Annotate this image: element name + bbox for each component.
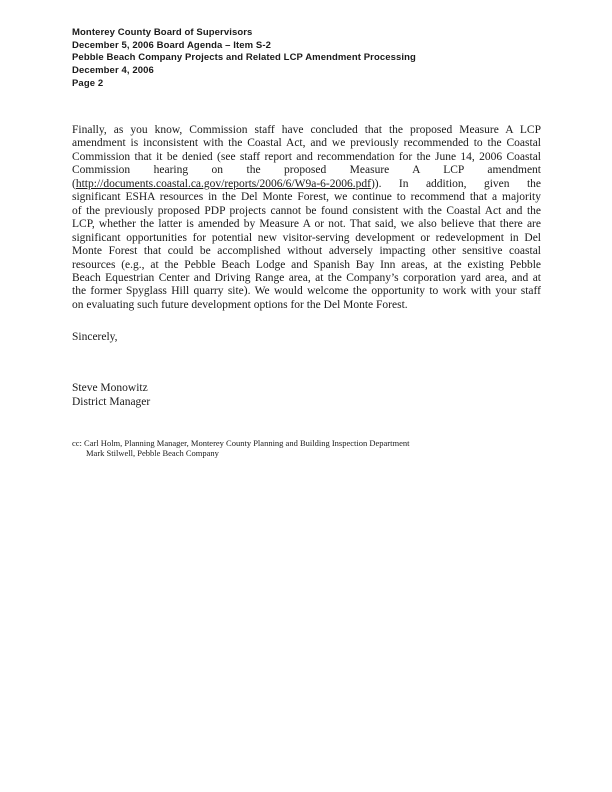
body-line: [72, 178, 541, 191]
closing-salutation: Sincerely,: [72, 331, 118, 343]
signer-title: District Manager: [72, 395, 151, 408]
cc-line: Mark Stilwell, Pebble Beach Company: [86, 448, 219, 459]
body-line: LCP, whether the latter is amended by Measure A or not. That said, we also believe that there are: [72, 218, 541, 231]
header-line: Monterey County Board of Supervisors: [72, 27, 253, 38]
signer-name: Steve Monowitz: [72, 382, 148, 394]
body-line: significant opportunities for potential new visitor-serving development or redevelopment in Del: [72, 231, 541, 244]
cc-block: [72, 438, 502, 458]
body-line: amendment is inconsistent with the Coastal Act, and we previously recommended to the Coastal: [72, 137, 541, 150]
document-hyperlink[interactable]: http://documents.coastal.ca.gov/reports/2006/6/W9a-6-2006.pdf: [75, 177, 371, 190]
body-line: on evaluating such future development options for the Del Monte Forest.: [72, 298, 408, 311]
header-line: Page 2: [72, 77, 104, 89]
signature-block: [72, 382, 150, 409]
cc-line: cc: Carl Holm, Planning Manager, Monterey County Planning and Building Inspection Department: [72, 438, 410, 448]
body-line: resources (e.g., at the Pebble Beach Lodge and Spanish Bay Inn areas, at the existing Pebble: [72, 258, 541, 271]
body-text: )). In addition, given the: [370, 177, 541, 190]
body-line: Commission that it be denied (see staff report and recommendation for the June 14, 2006 Coastal: [72, 150, 541, 163]
body-line: Beach Equestrian Center and Driving Range area, at the Company’s corporation yard area, and at: [72, 271, 541, 284]
body-line: Monte Forest that could be accomplished without adversely impacting other sensitive coastal: [72, 245, 541, 258]
body-line: Commission hearing on the proposed Measure A LCP amendment: [72, 164, 541, 177]
header-line: December 5, 2006 Board Agenda – Item S-2: [72, 39, 272, 51]
cc-label: cc:: [72, 438, 85, 448]
header-line: Pebble Beach Company Projects and Related LCP Amendment Processing: [72, 52, 416, 64]
letter-header: [72, 27, 542, 91]
header-line: December 4, 2006: [72, 65, 154, 77]
body-line: Finally, as you know, Commission staff have concluded that the proposed Measure A LCP: [72, 124, 541, 136]
body-paragraph: [72, 124, 541, 312]
body-line: of the previously proposed PDP projects cannot be found consistent with the Coastal Act and the: [72, 204, 541, 217]
body-line: significant ESHA resources in the Del Monte Forest, we continue to recommend that a majority: [72, 191, 541, 204]
body-text: (: [72, 177, 76, 190]
body-line: the former Spyglass Hill quarry site). We would welcome the opportunity to work with your staff: [72, 285, 541, 298]
